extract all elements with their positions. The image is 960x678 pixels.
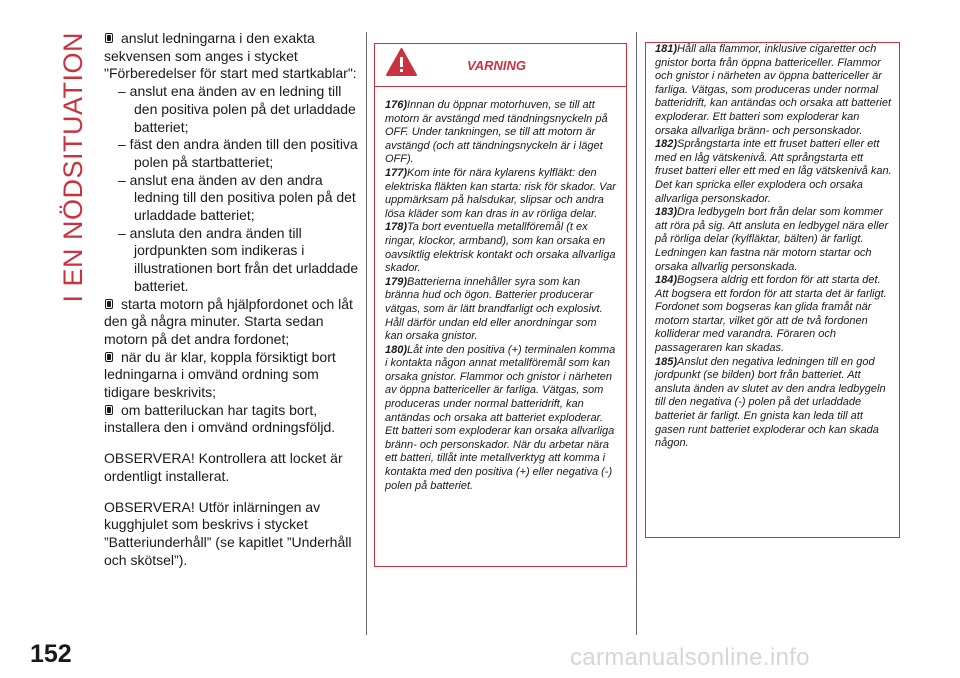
step-text: starta motorn på hjälpfordonet och låt den gå några minuter. Starta sedan motorn på det andra fordonet; [104, 295, 353, 347]
dash-item: – ansluta den andra änden till jordpunkten som indikeras i illustrationen bort från det urladdade batteriet. [118, 224, 359, 294]
warning-item: 178)Ta bort eventuella metallföremål (t ex ringar, klockor, armband), som kan orsaka en oavsiktlig elektrisk kontakt och orsaka allvarliga skador. [385, 221, 616, 275]
step-text: anslut ledningarna i den exakta sekvensen som anges i stycket "Förberedelser för start med startkablar": [104, 30, 357, 82]
warning-item: 183)Dra ledbygeln bort från delar som kommer att röra på sig. Att ansluta en ledbygel nära eller på rörliga delar (kylfläktar, bälten) är farligt. Ledningen kan fastna när motorn startar och orsaka allvarlig personskada. [655, 206, 889, 273]
note-cover: OBSERVERA! Kontrollera att locket är ordentligt installerat. [104, 450, 343, 484]
warning-item: 177)Kom inte för nära kylarens kylfläkt: den elektriska fläkten kan starta: risk för skador. Var uppmärksam på halsdukar, slipsar och andra lösa kläder som kan dras in av rörliga delar. [385, 166, 616, 220]
warning-item: 180)Låt inte den positiva (+) terminalen komma i kontakta någon annat metallföremål som kan orsaka gnistor. Flammor och gnistor i närheten av öppna battericeller är farliga. Vätgas, som produceras under normal batteridrift, kan antändas och orsaka att batteriet exploderar. Ett batteri som exploderar kan orsaka allvarliga bränn- och personskador. När du arbetar nära ett batteri, tillåt inte metallverktyg att komma i kontakta med den positiva (+) eller negativa (-) polen på batteriet. [385, 343, 616, 492]
column-divider-1 [366, 32, 367, 635]
warning-header [375, 44, 626, 87]
step-start-engine [104, 296, 362, 349]
watermark: carmanualsonline.info [570, 644, 810, 671]
step-bullet-icon [104, 33, 115, 44]
step-text: när du är klar, koppla försiktigt bort ledningarna i omvänd ordning som tidigare beskrivits; [104, 348, 336, 401]
warning-box [374, 43, 627, 567]
step-bullet-icon [104, 299, 115, 310]
warning-item: 185)Anslut den negativa ledningen till en god jordpunkt (se bilden) bort från batteriet. Att ansluta änden av slutet av den andra ledbygeln till den negativa (-) polen på det urladdade batteriet är farligt. En gnista kan leda till att gasen runt batteriet exploderar och kan skada någon. [655, 355, 886, 450]
warning-item: 181)Håll alla flammor, inklusive cigaretter och gnistor borta från öppna battericeller. Flammor och gnistor i närheten av öppna battericeller är farliga. Vätgas, som produceras under normal batteridrift, kan antändas och orsaka att batteriet exploderar. Ett batteri som exploderar kan orsaka allvarliga bränn- och personskador. [655, 43, 892, 137]
step-text: om batteriluckan har tagits bort, installera den i omvänd ordningsföljd. [104, 401, 336, 436]
warning-body-continued [646, 43, 899, 451]
column-divider-2 [636, 32, 637, 635]
warning-item: 179)Batterierna innehåller syra som kan bränna hud och ögon. Batterier producerar vätgas, som är lätt brandfarligt och explosivt. Håll därför undan eld eller anordningar som kan orsaka gnistor. [385, 275, 603, 343]
warning-title: VARNING [467, 58, 526, 73]
warning-body [375, 87, 626, 493]
chapter-side-title [56, 32, 90, 644]
chapter-side-title-text: I EN NÖDSITUATION [58, 32, 88, 303]
step-install-cover [104, 402, 362, 437]
warning-item: 176)Innan du öppnar motorhuven, se till att motorn är avstängd med tändningsnyckeln på OFF. Under tankningen, se till att motorn är avstängd (och att tändningsnyckeln är i läget OFF). [385, 99, 608, 166]
note-gear-learning: OBSERVERA! Utför inlärningen av kugghjulet som beskrivs i stycket ”Batteriunderhåll” (se kapitlet ”Underhåll och skötsel”). [104, 498, 352, 568]
warning-triangle-icon [385, 47, 418, 77]
page-number: 152 [30, 640, 72, 668]
dash-item: – anslut ena änden av en ledning till den positiva polen på det urladdade batteriet; [118, 83, 356, 135]
step-bullet-icon [104, 405, 115, 416]
warning-box-continued [645, 42, 900, 538]
warning-item: 184)Bogsera aldrig ett fordon för att starta det. Att bogsera ett fordon för att starta det är farligt. Fordonet som bogseras kan glida framåt när motorn startar, vilket gör att de två fordonen kolliderar med varandra. Föraren och passageraren kan skadas. [655, 274, 887, 355]
dash-item: – anslut ena änden av den andra ledning till den positiva polen på det urladdade batteriet; [118, 171, 356, 224]
step-connect-cables [104, 30, 362, 83]
dash-item: – fäst den andra änden till den positiva polen på startbatteriet; [118, 136, 358, 170]
instructions-column [104, 30, 362, 569]
step-disconnect [104, 349, 362, 402]
step-bullet-icon [104, 352, 115, 363]
warning-item: 182)Språngstarta inte ett fruset batteri eller ett med en låg vätskenivå. Att språngstarta ett fruset batteri eller ett med en låg vätskenivå kan. Det kan spricka eller explodera och orsaka allvarliga personskador. [655, 138, 892, 205]
